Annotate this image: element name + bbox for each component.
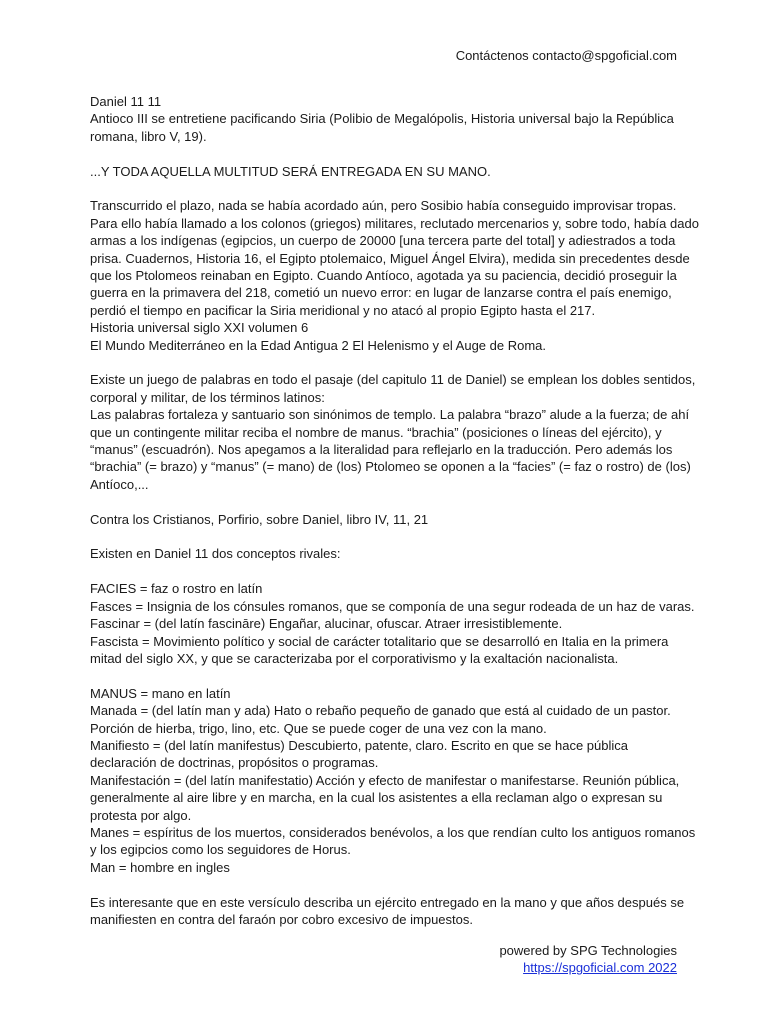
text-line: Existe un juego de palabras en todo el pasaje (del capitulo 11 de Daniel) se emplean los dobles sentidos, bbox=[90, 372, 696, 388]
footer-powered-by: powered by SPG Technologies bbox=[499, 943, 677, 958]
text-line: manifiesten en contra del faraón por cobro excesivo de impuestos. bbox=[90, 911, 473, 927]
text-line: FACIES = faz o rostro en latín bbox=[90, 581, 263, 597]
text-line: El Mundo Mediterráneo en la Edad Antigua 2 El Helenismo y el Auge de Roma. bbox=[90, 337, 546, 353]
text-line: Antioco III se entretiene pacificando Siria (Polibio de Megalópolis, Historia universal bajo la República bbox=[90, 111, 674, 127]
text-line: que un contingente militar reciba el nombre de manus. “brachia” (posiciones o líneas del ejército), y bbox=[90, 424, 662, 440]
footer bbox=[499, 942, 677, 977]
text-line: perdió el tiempo en pacificar la Siria meridional y no atacó al propio Egipto hasta el 217. bbox=[90, 302, 596, 318]
text-line: ...Y TODA AQUELLA MULTITUD SERÁ ENTREGADA EN SU MANO. bbox=[90, 163, 491, 179]
text-line: Fascinar = (del latín fascināre) Engañar, alucinar, ofuscar. Atraer irresistiblemente. bbox=[90, 616, 563, 632]
text-line: corporal y militar, de los términos latinos: bbox=[90, 389, 325, 405]
text-line: Fascista = Movimiento político y social de carácter totalitario que se desarrolló en Italia en la primera bbox=[90, 633, 669, 649]
text-line: Manes = espíritus de los muertos, considerados benévolos, a los que rendían culto los antiguos romanos bbox=[90, 824, 696, 840]
text-line: “brachia” (= brazo) y “manus” (= mano) de (los) Ptolomeo se oponen a la “facies” (= faz o rostro) de (los) bbox=[90, 459, 691, 475]
text-line: prisa. Cuadernos, Historia 16, el Egipto ptolemaico, Miguel Ángel Elvira), medida sin precedentes desde bbox=[90, 250, 690, 266]
paragraph bbox=[90, 93, 690, 145]
paragraph bbox=[90, 511, 690, 528]
paragraph-spacer bbox=[90, 180, 690, 197]
paragraph bbox=[90, 685, 696, 876]
footer-website-link[interactable]: https://spgoficial.com 2022 bbox=[523, 960, 677, 976]
paragraph-spacer bbox=[90, 354, 690, 371]
text-line: MANUS = mano en latín bbox=[90, 685, 231, 701]
paragraph-spacer bbox=[90, 667, 690, 684]
text-line: Man = hombre en ingles bbox=[90, 859, 230, 875]
text-line: Contra los Cristianos, Porfirio, sobre Daniel, libro IV, 11, 21 bbox=[90, 511, 429, 527]
paragraph-spacer bbox=[90, 493, 690, 510]
text-line: Transcurrido el plazo, nada se había acordado aún, pero Sosibio había conseguido improvisar tropas. bbox=[90, 198, 677, 214]
text-line: Las palabras fortaleza y santuario son sinónimos de templo. La palabra “brazo” alude a la fuerza; de ahí bbox=[90, 407, 690, 423]
paragraph-spacer bbox=[90, 145, 690, 162]
text-line: Daniel 11 11 bbox=[90, 94, 162, 109]
text-line: Fasces = Insignia de los cónsules romanos, que se componía de una segur rodeada de un haz de varas. bbox=[90, 598, 695, 614]
text-line: y los egipcios como los seguidores de Horus. bbox=[90, 842, 351, 858]
text-line: guerra en la primavera del 218, cometió un nuevo error: en lugar de lanzarse contra el país enemigo, bbox=[90, 285, 672, 301]
paragraph-spacer bbox=[90, 563, 690, 580]
paragraph-spacer bbox=[90, 528, 690, 545]
text-line: Manifiesto = (del latín manifestus) Descubierto, patente, claro. Escrito en que se hace pública bbox=[90, 737, 628, 753]
text-line: mitad del siglo XX, y que se caracterizaba por el corporativismo y la exaltación nacionalista. bbox=[90, 650, 619, 666]
paragraph bbox=[90, 163, 690, 180]
text-line: Antíoco,... bbox=[90, 476, 149, 492]
paragraph bbox=[90, 580, 695, 667]
text-line: protesta por algo. bbox=[90, 807, 192, 823]
document-body bbox=[90, 93, 699, 928]
header-contact: Contáctenos contacto@spgoficial.com bbox=[455, 48, 677, 63]
text-line: declaración de doctrinas, propósitos o programas. bbox=[90, 755, 379, 771]
text-line: romana, libro V, 19). bbox=[90, 128, 207, 144]
text-line: que los Ptolomeos reinaban en Egipto. Cuando Antíoco, agotada ya su paciencia, decidió proseguir la bbox=[90, 268, 677, 284]
paragraph bbox=[90, 371, 696, 493]
text-line: Existen en Daniel 11 dos conceptos rivales: bbox=[90, 546, 341, 562]
text-line: Porción de hierba, trigo, lino, etc. Que se puede coger de una vez con la mano. bbox=[90, 720, 547, 736]
text-line: Es interesante que en este versículo describa un ejército entregado en la mano y que años después se bbox=[90, 894, 685, 910]
text-line: “manus” (escuadrón). Nos apegamos a la literalidad para reflejarlo en la traducción. Pero además los bbox=[90, 442, 673, 458]
text-line: Historia universal siglo XXI volumen 6 bbox=[90, 320, 309, 336]
text-line: armas a los indígenas (egipcios, un cuerpo de 20000 [una tercera parte del total] y adiestrados a toda bbox=[90, 233, 676, 249]
text-line: generalmente al aire libre y en marcha, en la cual los asistentes a ella reclaman algo o expresan su bbox=[90, 790, 663, 806]
paragraph bbox=[90, 894, 690, 929]
text-line: Para ello había llamado a los colonos (griegos) militares, reclutado mercenarios y, sobre todo, había dado bbox=[90, 215, 699, 231]
paragraph-spacer bbox=[90, 876, 690, 893]
paragraph bbox=[90, 545, 690, 562]
paragraph bbox=[90, 197, 699, 354]
text-line: Manifestación = (del latín manifestatio) Acción y efecto de manifestar o manifestarse. Reunión pública, bbox=[90, 772, 680, 788]
text-line: Manada = (del latín man y ada) Hato o rebaño pequeño de ganado que está al cuidado de un pastor. bbox=[90, 703, 671, 719]
